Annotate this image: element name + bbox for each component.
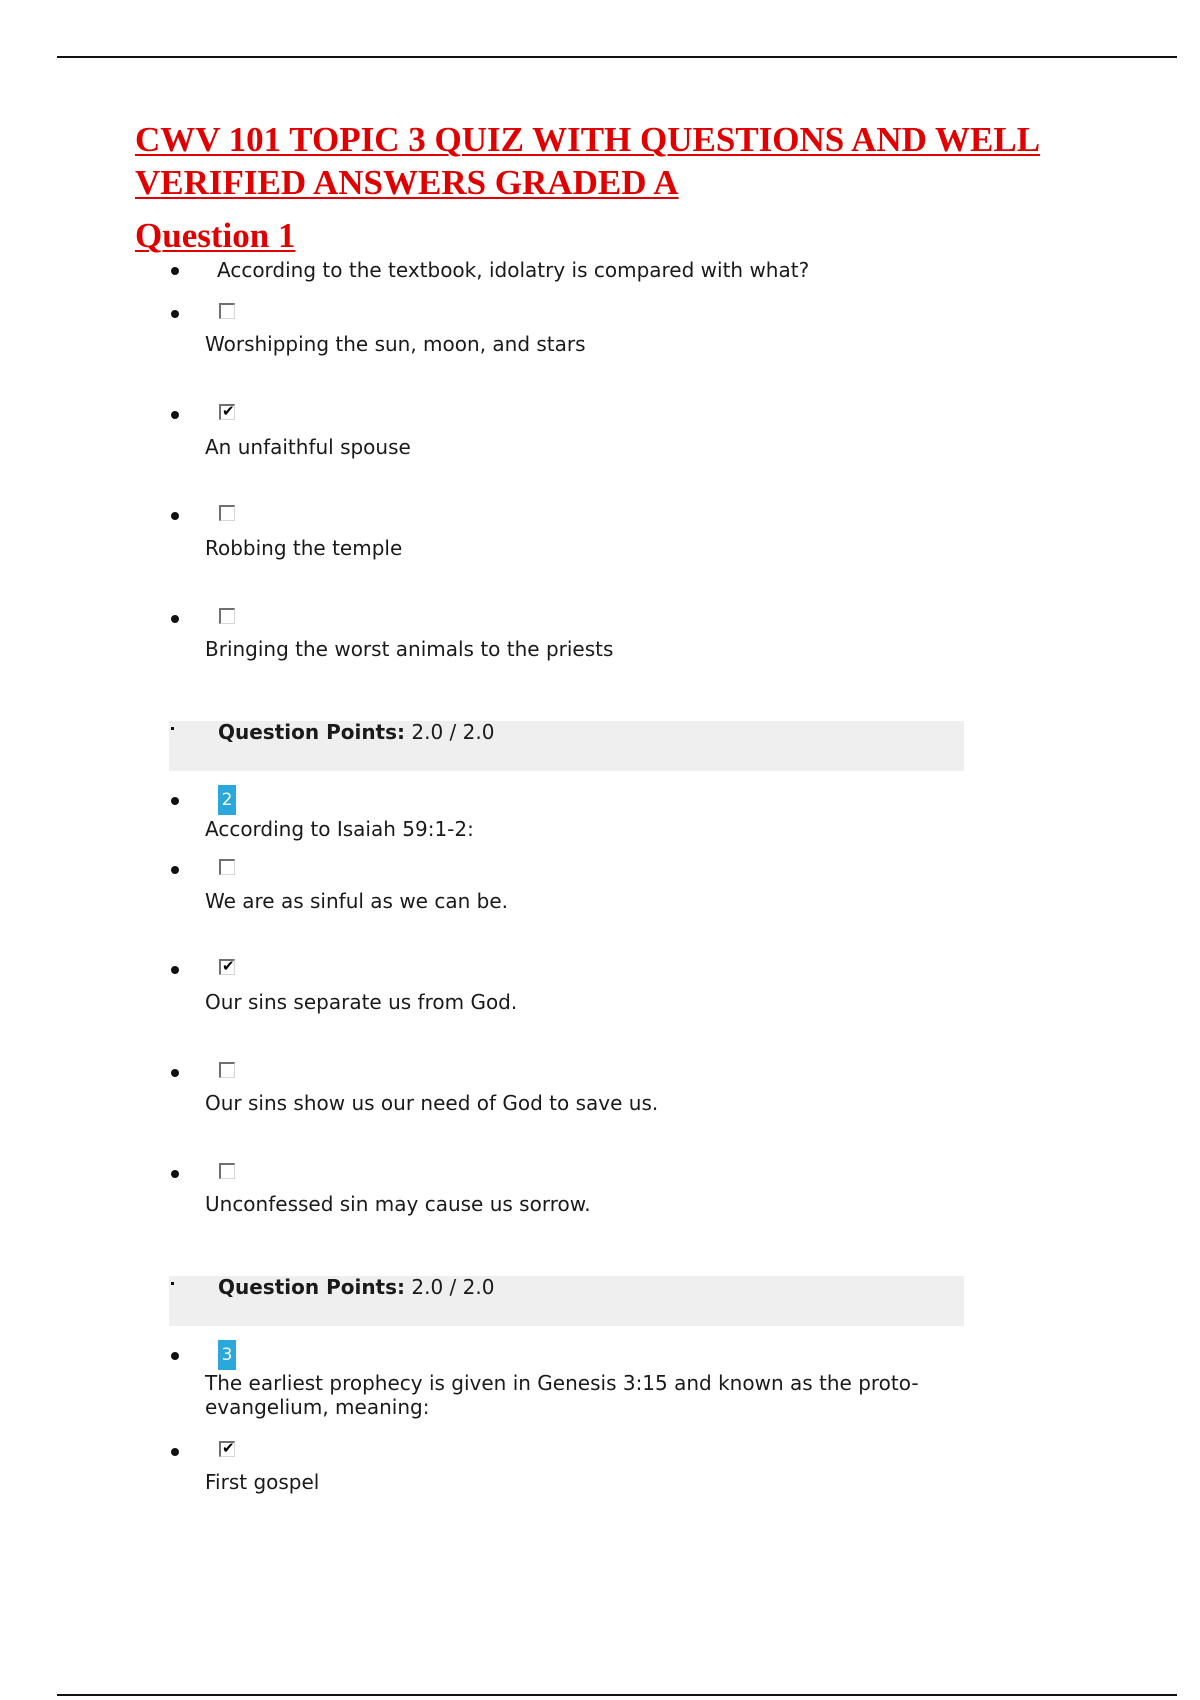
option-text: An unfaithful spouse — [205, 435, 411, 459]
option-text: Bringing the worst animals to the priests — [205, 637, 614, 661]
check-icon: ✔ — [222, 957, 235, 975]
option-text: Robbing the temple — [205, 536, 403, 560]
option-text: Unconfessed sin may cause us sorrow. — [205, 1192, 591, 1216]
option-text: We are as sinful as we can be. — [205, 889, 508, 913]
bottom-rule — [57, 1694, 1177, 1696]
bullet — [171, 1448, 179, 1456]
question-3-text: The earliest prophecy is given in Genesis 3:15 and known as the proto-evangelium, meaning: — [205, 1371, 919, 1419]
bullet — [171, 1282, 174, 1285]
question-1-text: According to the textbook, idolatry is compared with what? — [217, 258, 810, 282]
option-checkbox[interactable] — [219, 859, 235, 875]
option-text: Our sins show us our need of God to save us. — [205, 1091, 659, 1115]
bullet — [171, 866, 179, 874]
option-text: Worshipping the sun, moon, and stars — [205, 332, 586, 356]
question-number-badge: 2 — [218, 785, 236, 815]
bullet — [171, 797, 179, 805]
bullet — [171, 267, 179, 275]
bullet — [171, 615, 179, 623]
option-text: First gospel — [205, 1470, 320, 1494]
check-icon: ✔ — [222, 402, 235, 420]
option-checkbox-checked[interactable] — [219, 959, 235, 975]
option-checkbox[interactable] — [219, 1163, 235, 1179]
option-checkbox[interactable] — [219, 303, 235, 319]
question-number-badge: 3 — [218, 1340, 236, 1370]
question-points — [218, 1275, 494, 1299]
option-checkbox-checked[interactable] — [219, 404, 235, 420]
bullet — [171, 512, 179, 520]
bullet — [171, 411, 179, 419]
points-label: Question Points: — [218, 1275, 406, 1299]
question-points — [218, 720, 494, 744]
top-rule — [57, 56, 1177, 58]
points-value: 2.0 / 2.0 — [411, 720, 495, 744]
option-checkbox[interactable] — [219, 1062, 235, 1078]
check-icon: ✔ — [222, 1439, 235, 1457]
bullet — [171, 966, 179, 974]
bullet — [171, 1170, 179, 1178]
question-1-heading: Question 1 — [135, 216, 296, 255]
points-value: 2.0 / 2.0 — [411, 1275, 495, 1299]
bullet — [171, 1069, 179, 1077]
option-checkbox[interactable] — [219, 608, 235, 624]
bullet — [171, 1352, 179, 1360]
option-checkbox[interactable] — [219, 505, 235, 521]
points-label: Question Points: — [218, 720, 406, 744]
option-text: Our sins separate us from God. — [205, 990, 518, 1014]
question-2-text: According to Isaiah 59:1-2: — [205, 817, 474, 841]
bullet — [171, 310, 179, 318]
option-checkbox-checked[interactable] — [219, 1441, 235, 1457]
document-title: CWV 101 TOPIC 3 QUIZ WITH QUESTIONS AND WELL VERIFIED ANSWERS GRADED A — [135, 120, 1041, 202]
bullet — [171, 727, 174, 730]
